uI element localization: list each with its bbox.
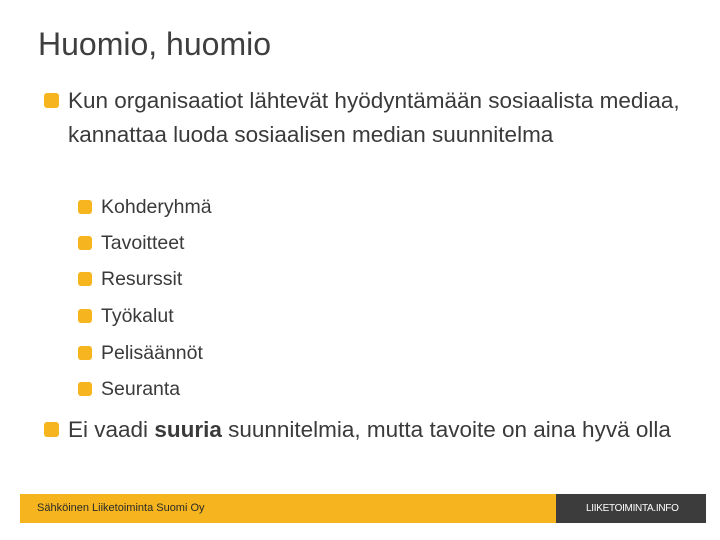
footer-bar	[20, 494, 556, 523]
bullet-marker	[44, 422, 59, 437]
bullet-marker	[44, 93, 59, 108]
sub-bullet-kohderyhma	[101, 195, 212, 219]
bullet-marker	[78, 346, 92, 360]
bullet-text-bold: suuria	[154, 417, 222, 442]
sub-bullet-text: Tavoitteet	[101, 232, 185, 254]
bullet-text-after: suunnitelmia, mutta tavoite on aina hyvä olla	[221, 417, 671, 442]
sub-bullet-resurssit	[101, 267, 182, 291]
bullet-marker	[78, 272, 92, 286]
footer-company: Sähköinen Liiketoiminta Suomi Oy	[37, 502, 205, 514]
bullet-marker	[78, 236, 92, 250]
sub-bullet-pelisaannot	[101, 341, 203, 365]
footer-logo	[556, 494, 706, 523]
bullet-no-big-plans	[68, 413, 698, 447]
sub-bullet-tavoitteet	[101, 231, 184, 255]
sub-bullet-text: Kohderyhmä	[101, 196, 212, 218]
sub-bullet-tyokalut	[101, 304, 174, 328]
bullet-text: Kun organisaatiot lähtevät hyödyntämään sosiaalista mediaa, kannattaa luoda sosiaalisen median suunnitelma	[68, 88, 680, 147]
sub-bullet-seuranta	[101, 377, 180, 401]
bullet-marker	[78, 200, 92, 214]
slide-title: Huomio, huomio	[38, 26, 271, 62]
sub-bullet-text: Resurssit	[101, 268, 183, 290]
bullet-marker	[78, 309, 92, 323]
sub-bullet-text: Seuranta	[101, 378, 181, 400]
sub-bullet-text: Pelisäännöt	[101, 342, 203, 364]
logo-text: LIIKETOIMINTA.INFO	[586, 503, 679, 514]
bullet-marker	[78, 382, 92, 396]
bullet-organisation-plan	[68, 84, 698, 152]
sub-bullet-text: Työkalut	[101, 305, 174, 327]
bullet-text-before: Ei vaadi	[68, 417, 155, 442]
